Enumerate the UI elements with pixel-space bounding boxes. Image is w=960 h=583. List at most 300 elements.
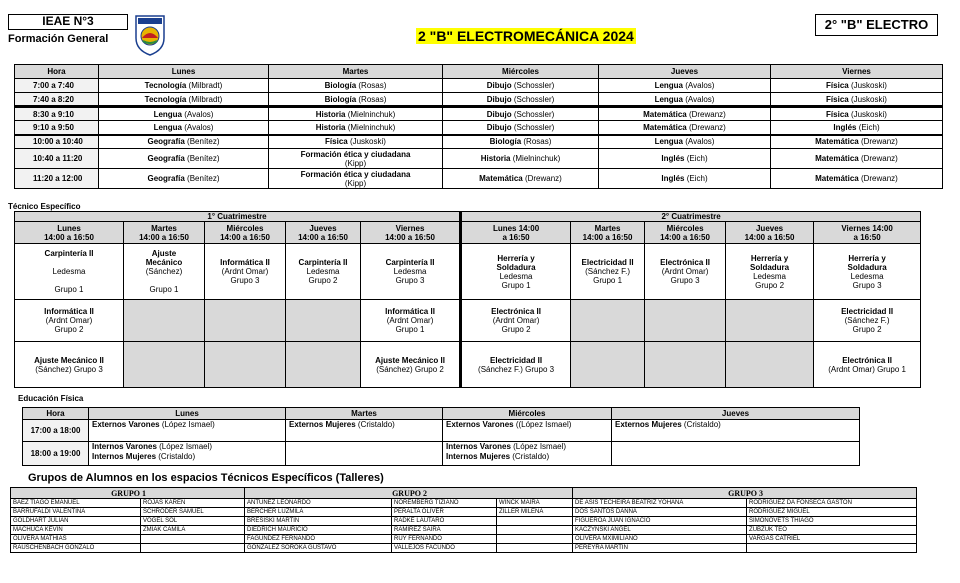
student-name: ZUBZUK TEO (747, 526, 917, 535)
teacher-name: (Avalos) (683, 137, 715, 147)
grupo-row (11, 499, 917, 508)
student-name: RAUSCHENBACH GONZALO (11, 544, 141, 553)
teacher-name: (Drewanz) (686, 122, 726, 132)
taller-cell (814, 342, 921, 388)
ef-cell (89, 442, 286, 466)
student-name: RODRIGUEZ DA FONSECA GASTON (747, 499, 917, 508)
student-name: VARGAS CATRIEL (747, 535, 917, 544)
tecnico-row (15, 244, 921, 300)
subject-name: Externos Varones (92, 420, 160, 429)
taller-line: Herrería y (848, 253, 886, 263)
taller-line: Grupo 1 (149, 285, 179, 294)
teacher-name: (Schossler) (511, 109, 555, 119)
hour-cell: 7:00 a 7:40 (15, 79, 99, 93)
teacher-name: (Schossler) (511, 122, 555, 132)
class-cell (599, 79, 771, 93)
ef-hour-cell: 18:00 a 19:00 (23, 442, 89, 466)
taller-line: Soldadura (847, 262, 887, 272)
teacher-name: (Schossler) (511, 81, 555, 90)
teacher-name: (Avalos) (182, 122, 214, 132)
taller-cell (726, 244, 814, 300)
subject-name: Tecnología (144, 94, 187, 104)
taller-line: Herrería y (497, 253, 535, 263)
teacher-name: (Juskoski) (848, 81, 887, 90)
schedule-row (15, 169, 943, 189)
student-name: FIGUEROA JUAN IGNACIO (573, 517, 747, 526)
taller-cell (814, 300, 921, 342)
taller-cell (124, 244, 205, 300)
teacher-name: (Benítez) (184, 154, 220, 163)
class-cell (771, 121, 943, 135)
ef-column-header: Martes (286, 408, 443, 420)
subject-name: Historia (315, 109, 346, 119)
taller-cell (361, 300, 461, 342)
column-header: Viernes (771, 65, 943, 79)
class-cell (99, 169, 269, 189)
subject-name: Formación ética y ciudadana (300, 169, 411, 179)
ef-hour-cell: 17:00 a 18:00 (23, 420, 89, 442)
teacher-name: (Avalos) (683, 81, 715, 90)
class-cell (771, 93, 943, 107)
ef-cell (612, 442, 860, 466)
taller-line: Grupo 3 (395, 276, 425, 285)
taller-line: Carpintería II (385, 258, 435, 267)
class-cell (771, 169, 943, 189)
student-name (497, 517, 573, 526)
ef-cell (443, 420, 612, 442)
student-name: DIEDRICH MAURICIO (245, 526, 392, 535)
taller-line (68, 258, 70, 267)
student-name: VOGEL SOL (141, 517, 245, 526)
taller-cell (205, 342, 286, 388)
taller-cell (286, 300, 361, 342)
student-name: BRESISKI MARTIN (245, 517, 392, 526)
taller-line: (Ardnt Omar) Grupo 1 (828, 364, 906, 374)
student-name (747, 544, 917, 553)
ef-column-header: Hora (23, 408, 89, 420)
hour-cell: 10:00 a 10:40 (15, 135, 99, 149)
student-name (141, 535, 245, 544)
class-cell (443, 135, 599, 149)
class-cell (599, 169, 771, 189)
schedule-row (15, 135, 943, 149)
taller-line: Ledesma (753, 271, 787, 281)
student-name: MACHUCA KEVIN (11, 526, 141, 535)
subject-name: Internos Varones (92, 442, 157, 451)
class-cell (599, 93, 771, 107)
student-name: GOLDHART JULIAN (11, 517, 141, 526)
taller-line: Soldadura (750, 262, 790, 272)
taller-cell (361, 244, 461, 300)
student-name: GONZALEZ SOROKA GUSTAVO (245, 544, 392, 553)
teacher-name: (Avalos) (683, 94, 715, 104)
taller-cell (286, 244, 361, 300)
class-cell (99, 149, 269, 169)
taller-line: Electrónica II (491, 307, 541, 316)
column-header: Martes (269, 65, 443, 79)
subject-name: Matemática (815, 137, 859, 147)
student-name: OLIVERA MXIMILIANO (573, 535, 747, 544)
class-cell (443, 107, 599, 121)
teacher-name: (Cristaldo) (355, 420, 395, 429)
cuatrimestre-1-header: 1° Cuatrimestre (15, 212, 461, 222)
class-cell (269, 107, 443, 121)
taller-line: (Sánchez F.) (585, 267, 631, 276)
student-name: RADKE LAUTARO (392, 517, 497, 526)
taller-line: Ledesma (850, 271, 884, 281)
teacher-name: (Drewanz) (858, 174, 898, 183)
day-header: Miércoles 14:00 a 16:50 (645, 222, 726, 244)
taller-cell (571, 342, 645, 388)
ef-cell (286, 442, 443, 466)
subject-name: Externos Mujeres (615, 420, 682, 429)
student-name: ROJAS KAREN (141, 499, 245, 508)
ef-cell (443, 442, 612, 466)
subject-name: Dibujo (486, 109, 512, 119)
class-cell (443, 121, 599, 135)
student-name: ZMIAK CAMILA (141, 526, 245, 535)
taller-line: Soldadura (496, 262, 536, 272)
day-header: Viernes 14:00 a 16:50 (361, 222, 461, 244)
grupo-row (11, 535, 917, 544)
subject-name: Dibujo (486, 122, 512, 132)
subject-name: Geografía (147, 174, 185, 183)
taller-line: Informática II (220, 258, 270, 267)
tecnico-row (15, 300, 921, 342)
subject-name: Geografía (147, 137, 185, 147)
teacher-name: (Eich) (856, 122, 880, 132)
taller-cell (205, 300, 286, 342)
class-cell (99, 135, 269, 149)
subject-name: Dibujo (486, 94, 512, 104)
student-name: WINCK MAIRA (497, 499, 573, 508)
taller-cell (15, 300, 124, 342)
class-cell (99, 107, 269, 121)
subject-name: Geografía (147, 154, 185, 163)
day-header: Martes 14:00 a 16:50 (571, 222, 645, 244)
subject-name: Inglés (661, 154, 685, 163)
teacher-name: (Rosas) (356, 94, 387, 104)
subject-name: Tecnología (144, 81, 187, 90)
teacher-name: (Drewanz) (858, 154, 898, 163)
ef-row (23, 442, 860, 466)
tecnico-table (14, 211, 921, 388)
subject-name: Física (826, 109, 849, 119)
student-name: VALLEJOS FACUNDO (392, 544, 497, 553)
subject-name: Biología (324, 81, 357, 90)
subject-name: Matemática (815, 174, 859, 183)
formacion-label: Formación General (8, 33, 109, 45)
ef-title: Educación Física (18, 394, 84, 403)
student-name: FAGUNDEZ FERNANDO (245, 535, 392, 544)
grupo-header: GRUPO 1 (11, 488, 245, 499)
taller-line: Informática II (385, 307, 435, 316)
taller-line: Ajuste Mecánico II (34, 355, 104, 365)
student-name: SCHRODER SAMUEL (141, 508, 245, 517)
class-cell (269, 169, 443, 189)
teacher-name: (Cristaldo) (156, 452, 196, 461)
teacher-name: (Milbradt) (186, 94, 223, 104)
student-name: ZILLER MILENA (497, 508, 573, 517)
subject-name: Lengua (654, 137, 684, 147)
class-cell (269, 149, 443, 169)
ef-column-header: Lunes (89, 408, 286, 420)
class-cell (771, 79, 943, 93)
day-header: Lunes 14:00 a 16:50 (15, 222, 124, 244)
taller-line: Herrería y (750, 253, 789, 263)
taller-line: Grupo 2 (501, 325, 531, 334)
subject-name: Dibujo (486, 81, 512, 90)
taller-line: Ajuste (151, 249, 177, 258)
student-name: DE ASIS TECHEIRA BEATRIZ YOHANA (573, 499, 747, 508)
day-header: Jueves 14:00 a 16:50 (286, 222, 361, 244)
taller-line: (Sánchez F.) (844, 316, 890, 325)
subject-name: Inglés (833, 122, 857, 132)
teacher-name: (Kipp) (344, 158, 367, 168)
taller-cell (726, 342, 814, 388)
teacher-name: (Juskoski) (848, 109, 887, 119)
teacher-name: (Mielninchuk) (510, 154, 561, 163)
schedule-row (15, 121, 943, 135)
class-cell (269, 135, 443, 149)
taller-line (68, 276, 70, 285)
subject-name: Física (826, 81, 849, 90)
student-name: BERCHER LUZMILA (245, 508, 392, 517)
subject-name: Internos Mujeres (446, 452, 511, 461)
subject-name: Inglés (661, 174, 685, 183)
grupos-table (10, 487, 917, 553)
student-name: RODRIGUEZ MIGUEL (747, 508, 917, 517)
subject-name: Lengua (153, 122, 183, 132)
taller-line: Carpintería II (298, 258, 348, 267)
taller-line: (Ardnt Omar) (386, 316, 434, 325)
taller-cell (571, 244, 645, 300)
taller-line: Grupo 1 (395, 325, 425, 334)
schedule-row (15, 93, 943, 107)
schedule-row (15, 107, 943, 121)
taller-cell (361, 342, 461, 388)
class-cell (269, 93, 443, 107)
taller-cell (645, 244, 726, 300)
taller-line: Ledesma (306, 267, 340, 276)
hour-cell: 8:30 a 9:10 (15, 107, 99, 121)
tecnico-title: Técnico Específico (8, 202, 81, 211)
subject-name: Externos Mujeres (289, 420, 356, 429)
teacher-name: (Eich) (684, 154, 708, 163)
ef-row (23, 420, 860, 442)
taller-line: (Ardnt Omar) (661, 267, 709, 276)
teacher-name: (Milbradt) (186, 81, 223, 90)
subject-name: Internos Varones (446, 442, 511, 451)
taller-line: Grupo 3 (230, 276, 260, 285)
student-name: PERALTA OLIVER (392, 508, 497, 517)
taller-line: Grupo 1 (593, 276, 623, 285)
class-cell (99, 121, 269, 135)
taller-line: Ledesma (52, 267, 86, 276)
schedule-row (15, 79, 943, 93)
class-cell (269, 79, 443, 93)
hour-cell: 7:40 a 8:20 (15, 93, 99, 107)
column-header: Lunes (99, 65, 269, 79)
taller-line: (Sánchez F.) Grupo 3 (478, 364, 555, 374)
teacher-name: (Juskoski) (848, 94, 887, 104)
subject-name: Historia (315, 122, 346, 132)
teacher-name: (Kipp) (344, 178, 367, 188)
column-header: Miércoles (443, 65, 599, 79)
teacher-name: (López Ismael) (510, 442, 567, 451)
course-label: 2° "B" ELECTRO (815, 14, 938, 36)
student-name (497, 544, 573, 553)
class-cell (599, 149, 771, 169)
taller-cell (124, 300, 205, 342)
schedule-row (15, 149, 943, 169)
student-name: OLIVERA MATHIAS (11, 535, 141, 544)
class-cell (599, 135, 771, 149)
teacher-name: (Mielninchuk) (345, 122, 396, 132)
subject-name: Física (325, 137, 348, 147)
taller-line: (Sánchez) Grupo 3 (35, 364, 103, 374)
taller-cell (645, 300, 726, 342)
teacher-name: ((López Ismael) (513, 420, 572, 429)
taller-line: Electricidad II (490, 355, 543, 365)
subject-name: Externos Varones (446, 420, 514, 429)
ef-column-header: Miércoles (443, 408, 612, 420)
class-cell (599, 107, 771, 121)
taller-line: Electricidad II (581, 258, 634, 267)
student-name: RAMIREZ SAIRA (392, 526, 497, 535)
taller-cell (461, 300, 571, 342)
subject-name: Formación ética y ciudadana (300, 149, 411, 159)
student-name: BAEZ TIAGO EMANUEL (11, 499, 141, 508)
day-header: Martes 14:00 a 16:50 (124, 222, 205, 244)
ef-table (22, 407, 860, 466)
taller-cell (205, 244, 286, 300)
taller-line: Informática II (44, 307, 94, 316)
class-cell (771, 107, 943, 121)
student-name: NOREMBERG TIZIANO (392, 499, 497, 508)
taller-line: Ledesma (393, 267, 427, 276)
subject-name: Física (826, 94, 849, 104)
subject-name: Lengua (153, 109, 183, 119)
subject-name: Matemática (643, 109, 687, 119)
taller-cell (461, 342, 571, 388)
student-name: RUY FERNANDO (392, 535, 497, 544)
taller-line: Carpintería II (44, 249, 94, 258)
taller-line: Grupo 2 (755, 280, 785, 290)
hour-cell: 11:20 a 12:00 (15, 169, 99, 189)
day-header: Viernes 14:00 a 16:50 (814, 222, 921, 244)
taller-line: Grupo 3 (670, 276, 700, 285)
subject-name: Lengua (654, 81, 684, 90)
page-title: 2 "B" ELECTROMECÁNICA 2024 (418, 28, 634, 44)
teacher-name: (Cristaldo) (510, 452, 550, 461)
day-header: Miércoles 14:00 a 16:50 (205, 222, 286, 244)
hour-cell: 9:10 a 9:50 (15, 121, 99, 135)
cuatrimestre-2-header: 2° Cuatrimestre (461, 212, 921, 222)
student-name (497, 526, 573, 535)
class-cell (99, 79, 269, 93)
teacher-name: (Benítez) (184, 137, 220, 147)
weekly-schedule (14, 64, 943, 189)
teacher-name: (Drewanz) (522, 174, 562, 183)
class-cell (443, 169, 599, 189)
day-header: Jueves 14:00 a 16:50 (726, 222, 814, 244)
subject-name: Internos Mujeres (92, 452, 157, 461)
taller-cell (461, 244, 571, 300)
grupo-row (11, 508, 917, 517)
student-name: ANTUNEZ LEONARDO (245, 499, 392, 508)
day-header: Lunes 14:00 a 16:50 (461, 222, 571, 244)
grupo-row (11, 544, 917, 553)
student-name (141, 544, 245, 553)
class-cell (771, 149, 943, 169)
taller-line: Electrónica II (660, 258, 710, 267)
taller-cell (726, 300, 814, 342)
ef-cell (89, 420, 286, 442)
tecnico-row (15, 342, 921, 388)
taller-line: Grupo 2 (308, 276, 338, 285)
column-header: Hora (15, 65, 99, 79)
subject-name: Biología (324, 94, 357, 104)
grupo-row (11, 526, 917, 535)
class-cell (599, 121, 771, 135)
taller-cell (814, 244, 921, 300)
ef-cell (286, 420, 443, 442)
teacher-name: (Benítez) (184, 174, 220, 183)
teacher-name: (Avalos) (182, 109, 214, 119)
class-cell (443, 149, 599, 169)
subject-name: Matemática (479, 174, 523, 183)
teacher-name: (Juskoski) (347, 137, 386, 147)
teacher-name: (Eich) (684, 174, 708, 183)
school-logo (134, 14, 166, 56)
teacher-name: (Rosas) (521, 137, 552, 147)
class-cell (443, 93, 599, 107)
ef-column-header: Jueves (612, 408, 860, 420)
taller-line: (Sánchez) Grupo 2 (376, 364, 444, 374)
taller-line: (Ardnt Omar) (221, 267, 269, 276)
student-name: PEREYRA MARTIN (573, 544, 747, 553)
taller-cell (645, 342, 726, 388)
taller-cell (286, 342, 361, 388)
taller-line: Grupo 3 (852, 280, 882, 290)
taller-line: Grupo 1 (54, 285, 84, 294)
taller-line: (Ardnt Omar) (45, 316, 93, 325)
class-cell (443, 79, 599, 93)
hour-cell: 10:40 a 11:20 (15, 149, 99, 169)
student-name: DOS SANTOS DANNA (573, 508, 747, 517)
taller-line: Electricidad II (841, 307, 894, 316)
taller-line: (Sánchez) (145, 267, 183, 276)
subject-name: Matemática (643, 122, 687, 132)
taller-line: (Ardnt Omar) (492, 316, 540, 325)
teacher-name: (Cristaldo) (681, 420, 721, 429)
student-name: SIMONOVETS THIAGO (747, 517, 917, 526)
taller-cell (571, 300, 645, 342)
teacher-name: (Drewanz) (686, 109, 726, 119)
grupo-row (11, 517, 917, 526)
taller-line: Grupo 2 (54, 325, 84, 334)
taller-line: Ajuste Mecánico II (375, 355, 445, 365)
student-name: KACZYNSKI ANGEL (573, 526, 747, 535)
teacher-name: (Drewanz) (858, 137, 898, 147)
taller-cell (15, 244, 124, 300)
class-cell (771, 135, 943, 149)
teacher-name: (Mielninchuk) (345, 109, 396, 119)
teacher-name: (López Ismael) (159, 420, 215, 429)
taller-line: Mecánico (145, 258, 183, 267)
taller-line: Electrónica II (842, 355, 892, 365)
